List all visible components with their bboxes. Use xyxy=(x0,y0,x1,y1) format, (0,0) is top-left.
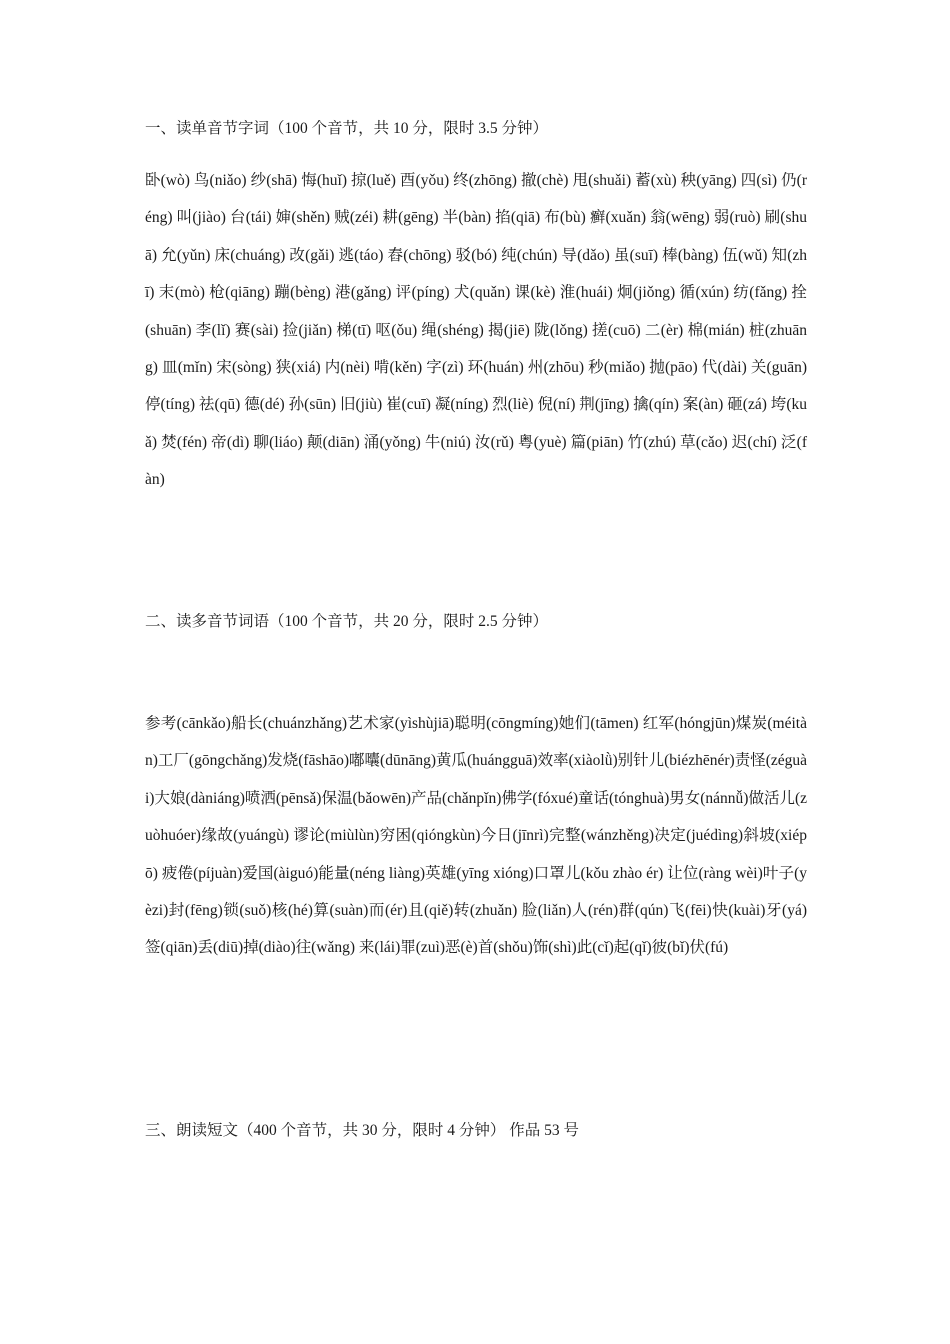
section-2-word-list: 参考(cānkǎo)船长(chuánzhǎng)艺术家(yìshùjiā)聪明(cōngmíng)她们(tāmen) 红军(hóngjūn)煤炭(méitàn)工厂(gōngchǎng)发烧(fāshāo)嘟囔(dūnāng)黄瓜(huángguā)效率(xiàolǜ)别针儿(biézhēnér)责怪(zéguài)大娘(dàniáng)喷洒(pēnsǎ)保温(bǎowēn)产品(chǎnpǐn)佛学(fóxué)童话(tónghuà)男女(nánnǚ)做活儿(zuòhuóer)缘故(yuángù) 谬论(miùlùn)穷困(qióngkùn)今日(jīnrì)完整(wánzhěng)决定(juédìng)斜坡(xiépō) 疲倦(píjuàn)爱国(àiguó)能量(néng liàng)英雄(yīng xióng)口罩儿(kǒu zhào ér) 让位(ràng wèi)叶子(yèzi)封(fēng)锁(suǒ)核(hé)算(suàn)而(ér)且(qiě)转(zhuǎn) 脸(liǎn)人(rén)群(qún)飞(fēi)快(kuài)牙(yá)签(qiān)丢(diū)掉(diào)往(wǎng) 来(lái)罪(zuì)恶(è)首(shǒu)饰(shì)此(cǐ)起(qǐ)彼(bǐ)伏(fú) xyxy=(145,715,808,957)
section-2-heading: 二、读多音节词语（100 个音节，共 20 分，限时 2.5 分钟） xyxy=(145,613,549,630)
section-1-syllable-list: 卧(wò) 鸟(niǎo) 纱(shā) 悔(huǐ) 掠(luě) 酉(yǒu) 终(zhōng) 撤(chè) 甩(shuǎi) 蓄(xù) 秧(yāng) 四(sì) 仍(réng) 叫(jiào) 台(tái) 婶(shěn) 贼(zéi) 耕(gēng) 半(bàn) 掐(qiā) 布(bù) 癣(xuǎn) 翁(wēng) 弱(ruò) 刷(shuā) 允(yǔn) 床(chuáng) 改(gǎi) 逃(táo) 舂(chōng) 驳(bó) 纯(chún) 导(dǎo) 虽(suī) 棒(bàng) 伍(wǔ) 知(zhī) 末(mò) 枪(qiāng) 蹦(bèng) 港(gǎng) 评(píng) 犬(quǎn) 课(kè) 淮(huái) 炯(jiǒng) 循(xún) 纺(fǎng) 拴(shuān) 李(lǐ) 赛(sài) 捡(jiǎn) 梯(tī) 呕(ǒu) 绳(shéng) 揭(jiē) 陇(lǒng) 搓(cuō) 二(èr) 棉(mián) 桩(zhuāng) 皿(mǐn) 宋(sòng) 狭(xiá) 内(nèi) 啃(kěn) 字(zì) 环(huán) 州(zhōu) 秒(miǎo) 抛(pāo) 代(dài) 关(guān) 停(tíng) 祛(qū) 德(dé) 孙(sūn) 旧(jiù) 崔(cuī) 凝(níng) 烈(liè) 倪(ní) 荆(jīng) 擒(qín) 案(àn) 砸(zá) 垮(kuǎ) 焚(fén) 帝(dì) 聊(liáo) 颠(diān) 涌(yǒng) 牛(niú) 汝(rǔ) 粤(yuè) 篇(piān) 竹(zhú) 草(cǎo) 迟(chí) 泛(fàn) xyxy=(145,172,807,489)
section-1-heading: 一、读单音节字词（100 个音节，共 10 分，限时 3.5 分钟） xyxy=(145,120,549,137)
section-3-heading: 三、朗读短文（400 个音节，共 30 分，限时 4 分钟） 作品 53 号 xyxy=(145,1122,580,1139)
